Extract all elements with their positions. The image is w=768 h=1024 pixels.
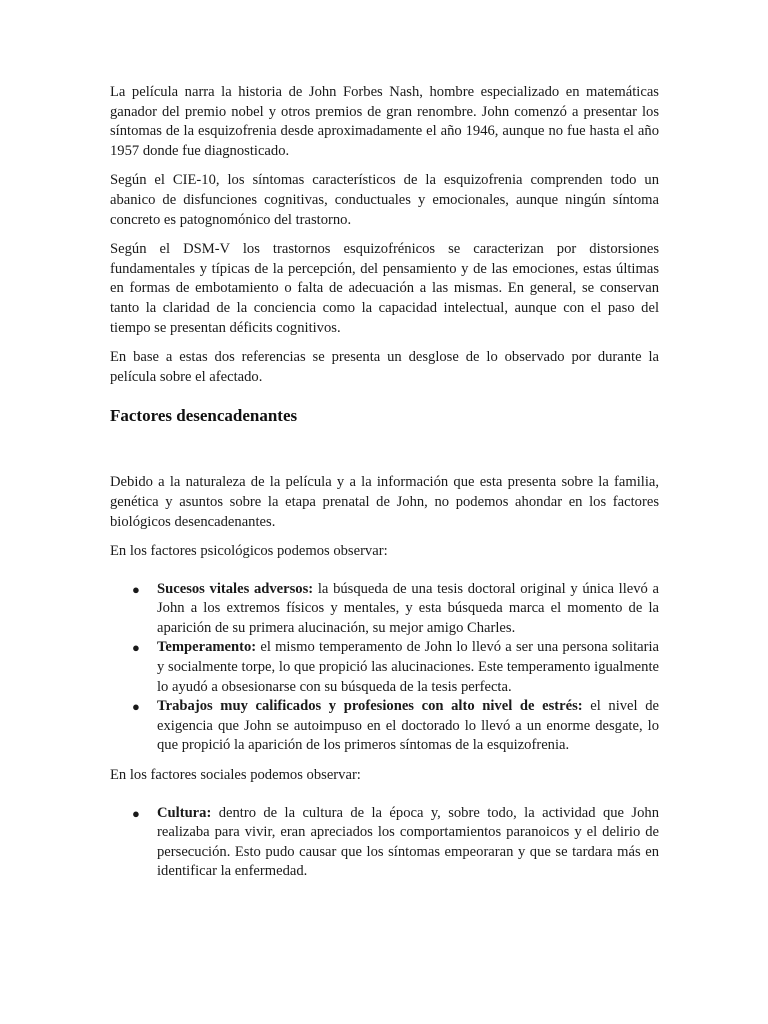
- biological-factors-paragraph: Debido a la naturaleza de la película y a la información que esta presenta sobre la familia, genética y asuntos sobre la etapa prenatal de John, no podemos ahondar en los factores biológicos desencadenantes.: [110, 474, 659, 530]
- heading-spacer: [110, 427, 659, 473]
- list-item: [110, 580, 659, 639]
- section-heading: Factores desencadenantes: [110, 406, 298, 426]
- bullet-icon: ●: [132, 581, 140, 597]
- list-item-text: la búsqueda de una tesis doctoral original y única llevó a John a los extremos físicos y mentales, y esta búsqueda marca el momento de la aparición de su primera alucinación, su mejor amigo Charles.: [157, 580, 659, 636]
- list-item-term: Sucesos vitales adversos:: [157, 580, 314, 597]
- intro-paragraph-3: Según el DSM-V los trastornos esquizofrénicos se caracterizan por distorsiones fundamentales y típicas de la percepción, del pensamiento y de las emociones, estas últimas en formas de embotamiento o falta de adecuación a las mismas. En general, se conservan tanto la claridad de la conciencia como la capacidad intelectual, aunque con el paso del tiempo se presentan déficits cognitivos.: [110, 241, 659, 336]
- psychological-factors-list: [110, 580, 659, 756]
- list-item-term: Trabajos muy calificados y profesiones con alto nivel de estrés:: [157, 698, 583, 715]
- social-factors-list: [110, 804, 659, 882]
- list-item: [110, 804, 659, 882]
- list-spacer: [110, 796, 659, 804]
- list-item-term: Temperamento:: [157, 639, 257, 656]
- list-item-text: el mismo temperamento de John lo llevó a ser una persona solitaria y socialmente torpe, lo que propició las alucinaciones. Este temperamento igualmente lo ayudó a obsesionarse con su búsqueda de la tesis perfecta.: [157, 639, 659, 695]
- bullet-icon: ●: [132, 805, 140, 821]
- bullet-icon: ●: [132, 640, 140, 656]
- list-item: [110, 638, 659, 697]
- intro-paragraph-1: La película narra la historia de John Forbes Nash, hombre especializado en matemáticas ganador del premio nobel y otros premios de gran renombre. John comenzó a presentar los síntomas de la esquizofrenia desde aproximadamente el año 1946, aunque no fue hasta el año 1957 donde fue diagnosticado.: [110, 84, 659, 159]
- intro-paragraph-4: En base a estas dos referencias se presenta un desglose de lo observado por durante la película sobre el afectado.: [110, 349, 659, 385]
- bullet-icon: ●: [132, 699, 140, 715]
- list-item-term: Cultura:: [157, 804, 212, 821]
- intro-paragraph-2: Según el CIE-10, los síntomas característicos de la esquizofrenia comprenden todo un abanico de disfunciones cognitivas, conductuales y emocionales, aunque ningún síntoma concreto es patognomónico del trastorno.: [110, 172, 659, 228]
- social-factors-intro: En los factores sociales podemos observar:: [110, 767, 361, 784]
- document-page: [110, 83, 659, 892]
- list-item-text: dentro de la cultura de la época y, sobre todo, la actividad que John realizaba para vivir, eran apreciados los comportamientos paranoicos y el delirio de persecución. Esto pudo causar que los síntomas empeoraran y que se tardara más en identificar la enfermedad.: [157, 804, 659, 880]
- psychological-factors-intro: En los factores psicológicos podemos observar:: [110, 543, 388, 560]
- list-spacer: [110, 572, 659, 580]
- list-item: [110, 697, 659, 756]
- list-item-text: el nivel de exigencia que John se autoimpuso en el doctorado lo llevó a un enorme desgate, lo que propició la aparición de los primeros síntomas de la esquizofrenia.: [157, 698, 659, 754]
